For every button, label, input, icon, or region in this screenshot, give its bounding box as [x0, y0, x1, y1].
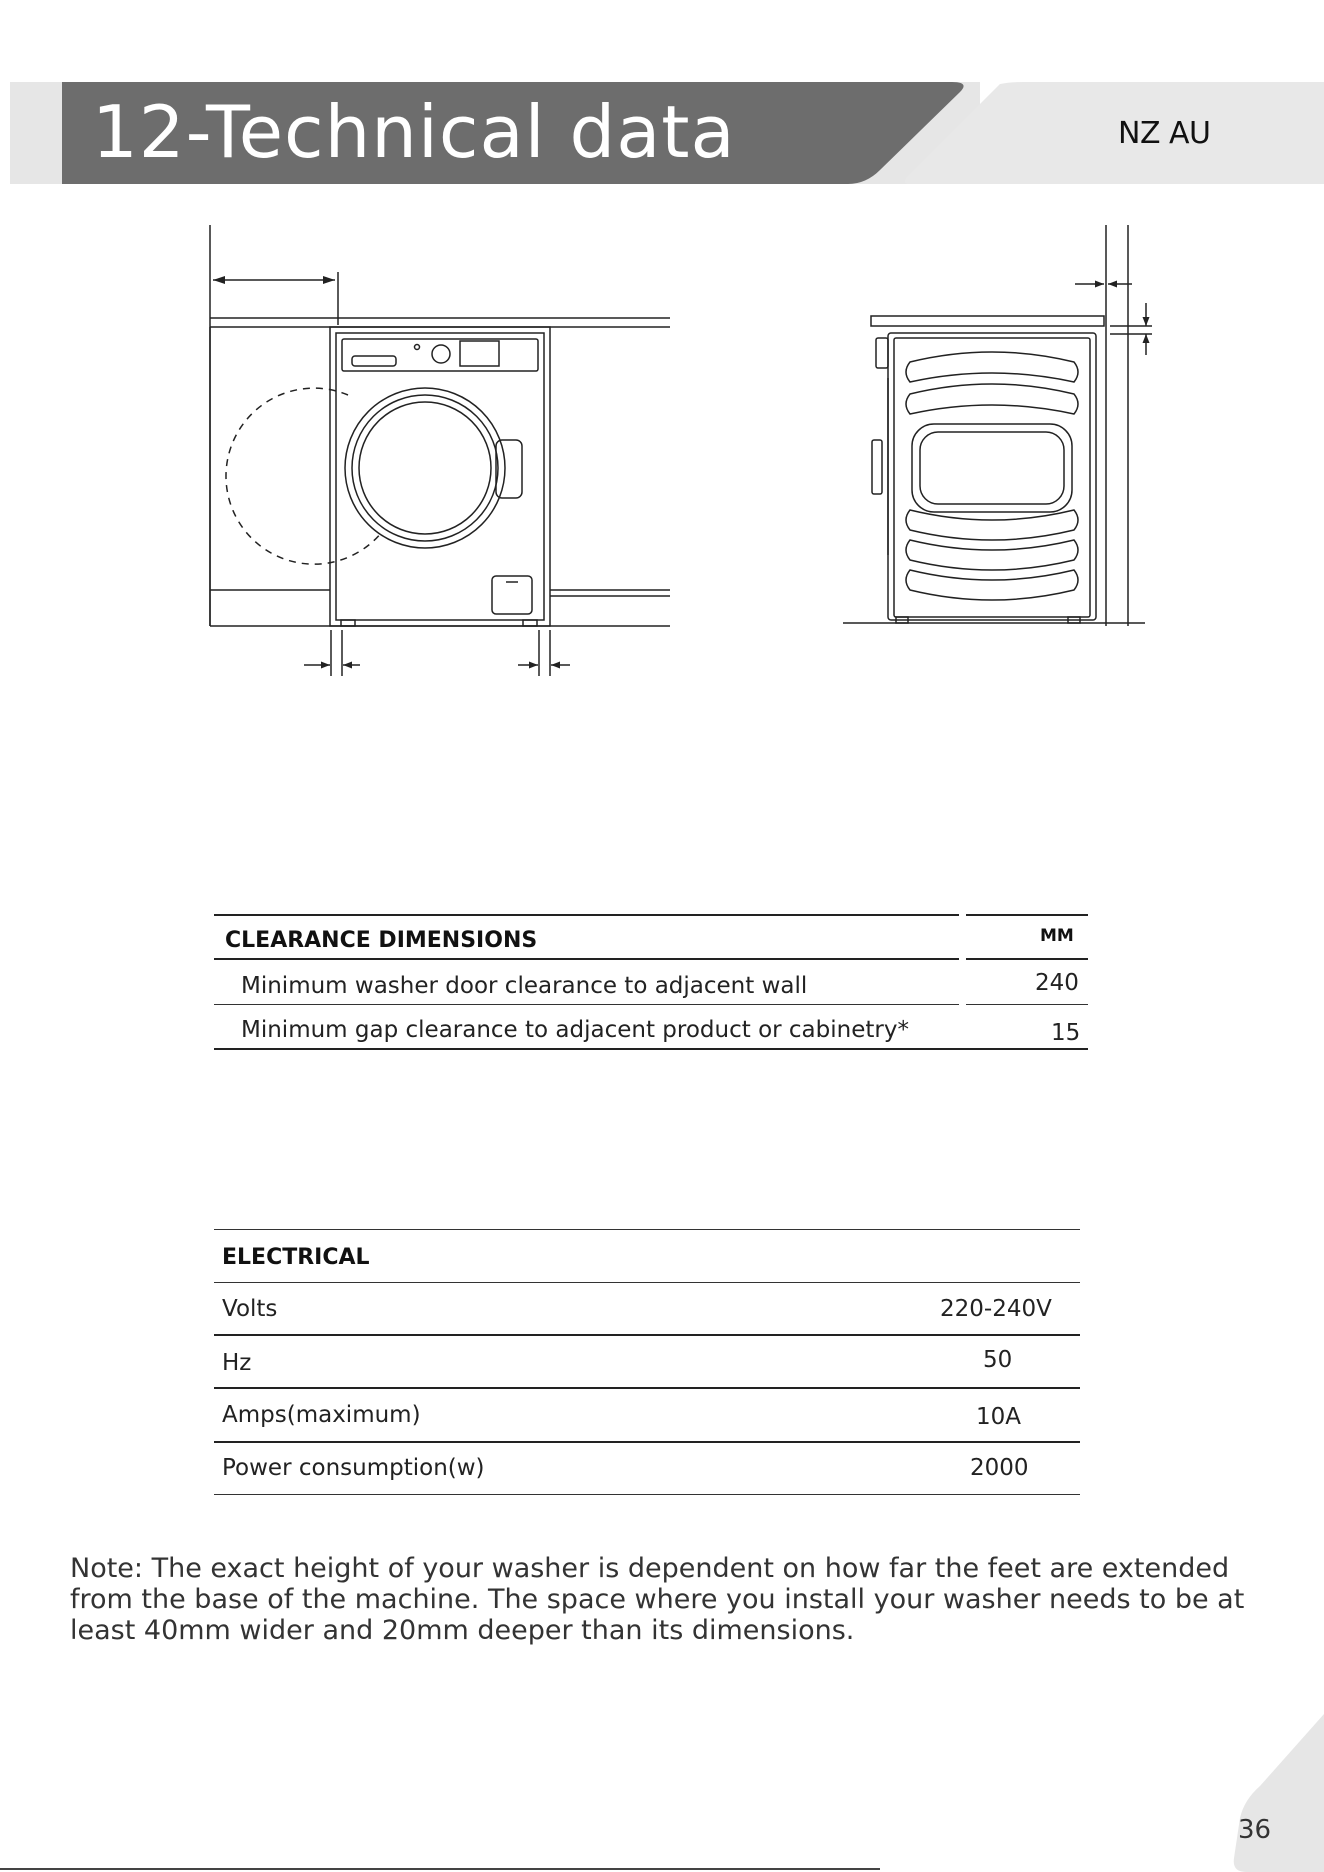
electrical-row-label: Power consumption(w): [222, 1455, 485, 1481]
electrical-row-rule: [214, 1387, 1080, 1389]
clearance-heading: CLEARANCE DIMENSIONS: [225, 928, 538, 953]
clearance-unit: MM: [1040, 926, 1074, 946]
electrical-top-rule: [214, 1229, 1080, 1230]
clearance-row-value: 15: [1051, 1020, 1081, 1046]
electrical-row-label: Amps(maximum): [222, 1402, 421, 1428]
clearance-row-rule-left: [214, 1004, 959, 1005]
region-label: NZ AU: [1118, 116, 1211, 151]
clearance-head-rule-left: [214, 958, 959, 960]
installation-diagram: [0, 200, 1324, 700]
electrical-row-value: 50: [983, 1347, 1013, 1373]
clearance-bottom-rule: [214, 1048, 1088, 1050]
clearance-row-value: 240: [1035, 970, 1079, 996]
electrical-row-value: 2000: [970, 1455, 1029, 1481]
electrical-bottom-rule: [214, 1494, 1080, 1495]
clearance-head-rule-right: [966, 958, 1088, 960]
clearance-row-rule-right: [966, 1004, 1088, 1005]
clearance-row-label: Minimum washer door clearance to adjacent wall: [241, 973, 808, 999]
page-title: 12-Technical data: [92, 90, 736, 174]
front-view-diagram: [210, 225, 670, 676]
page-corner-tab: [1200, 1700, 1324, 1872]
electrical-head-rule: [214, 1282, 1080, 1283]
side-view-diagram: [843, 225, 1152, 626]
clearance-row-label: Minimum gap clearance to adjacent product or cabinetry*: [241, 1017, 909, 1043]
clearance-top-rule-left: [214, 914, 959, 916]
footer-rule: [0, 1868, 880, 1870]
electrical-row-value: 220-240V: [940, 1296, 1052, 1322]
electrical-row-label: Volts: [222, 1296, 278, 1322]
electrical-row-rule: [214, 1441, 1080, 1443]
electrical-row-label: Hz: [222, 1350, 252, 1376]
page-number: 36: [1238, 1815, 1272, 1845]
installation-note: Note: The exact height of your washer is dependent on how far the feet are extended from the base of the machine. The space where you install your washer needs to be at least 40mm wider and 20mm deeper than its dimensions.: [70, 1553, 1245, 1646]
clearance-top-rule-right: [966, 914, 1088, 916]
electrical-row-value: 10A: [976, 1404, 1022, 1430]
electrical-heading: ELECTRICAL: [222, 1245, 370, 1270]
electrical-row-rule: [214, 1334, 1080, 1336]
